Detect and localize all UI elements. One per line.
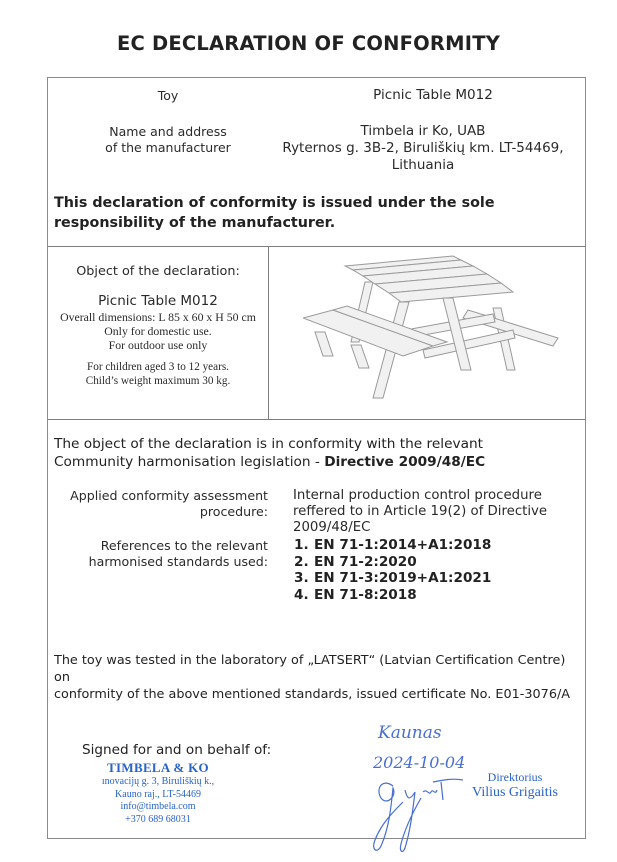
- page-title: EC DECLARATION OF CONFORMITY: [116, 32, 501, 55]
- picnic-table-icon: [303, 250, 573, 415]
- object-age: For children aged 3 to 12 years.: [87, 361, 229, 373]
- manufacturer-label-line2: of the manufacturer: [105, 140, 231, 155]
- handwritten-date: 2024-10-04: [373, 753, 466, 772]
- standards-list: [294, 537, 584, 603]
- manufacturer-label: [88, 124, 248, 156]
- object-block: [48, 264, 268, 388]
- stamp-email: info@timbela.com: [120, 801, 196, 812]
- object-weight: Child’s weight maximum 30 kg.: [85, 375, 231, 387]
- manufacturer-address-line1: Ryternos g. 3B-2, Biruliškių km. LT-54469,: [282, 140, 564, 156]
- procedure-label: [68, 488, 268, 520]
- manufacturer-label-line1: Name and address: [109, 124, 227, 139]
- signer-position: Direktorius: [487, 770, 543, 784]
- signer-name: Vilius Grigaitis: [472, 785, 558, 800]
- object-dimensions: Overall dimensions: L 85 x 60 x H 50 cm: [60, 310, 256, 324]
- declaration-frame: [47, 77, 586, 839]
- standard-item: 1. EN 71-1:2014+A1:2018: [294, 537, 492, 553]
- divider: [48, 246, 585, 247]
- testing-statement: [54, 652, 584, 703]
- procedure-value-line2: reffered to in Article 19(2) of Directive: [293, 504, 548, 519]
- toy-value: Picnic Table M012: [373, 87, 493, 103]
- divider: [48, 419, 585, 420]
- manufacturer-address-line2: Lithuania: [391, 157, 455, 173]
- signed-label: Signed for and on behalf of:: [82, 742, 272, 758]
- standard-item: 3. EN 71-3:2019+A1:2021: [294, 570, 492, 586]
- testing-line2: conformity of the above mentioned standards, issued certificate No. E01-3076/A: [54, 687, 571, 702]
- object-product-name: Picnic Table M012: [98, 293, 218, 309]
- procedure-value-line1: Internal production control procedure: [293, 488, 542, 503]
- testing-line1: The toy was tested in the laboratory of „LATSERT“ (Latvian Certification Centre) on: [54, 653, 566, 685]
- procedure-value-line3: 2009/48/EC: [293, 520, 371, 535]
- handwritten-place: Kaunas: [378, 723, 442, 743]
- company-stamp: [78, 760, 238, 826]
- standards-label-line1: References to the relevant: [100, 538, 268, 553]
- conformity-text: The object of the declaration is in conformity with the relevant Community harmonisation legislation -: [54, 436, 484, 470]
- stamp-phone: +370 689 68031: [125, 813, 191, 825]
- procedure-label-line1: Applied conformity assessment: [70, 488, 268, 503]
- directive-reference: Directive 2009/48/EC: [324, 454, 486, 470]
- object-heading: Object of the declaration:: [76, 264, 240, 279]
- responsibility-note: This declaration of conformity is issued under the sole responsibility of the manufacturer.: [54, 195, 495, 231]
- standard-item: 2. EN 71-2:2020: [294, 553, 417, 570]
- procedure-value: [293, 488, 583, 536]
- standard-item: 4. EN 71-8:2018: [294, 586, 417, 603]
- signer-block: [460, 770, 570, 801]
- standards-label-line2: harmonised standards used:: [88, 554, 268, 569]
- stamp-company: TIMBELA & KO: [107, 760, 209, 775]
- stamp-address1: ınovacijų g. 3, Biruliškių k.,: [101, 776, 215, 787]
- manufacturer-name: Timbela ir Ko, UAB: [360, 123, 486, 139]
- standards-label: [68, 538, 268, 570]
- column-divider: [268, 246, 269, 420]
- manufacturer-address: [263, 123, 583, 174]
- stamp-address2: Kauno raj., LT-54469: [115, 788, 201, 800]
- object-outdoor-use: For outdoor use only: [108, 338, 208, 352]
- procedure-label-line2: procedure:: [199, 504, 268, 519]
- toy-label: Toy: [157, 88, 179, 103]
- picnic-table-image: [303, 250, 573, 415]
- object-domestic-use: Only for domestic use.: [104, 324, 212, 338]
- conformity-statement: [54, 435, 554, 471]
